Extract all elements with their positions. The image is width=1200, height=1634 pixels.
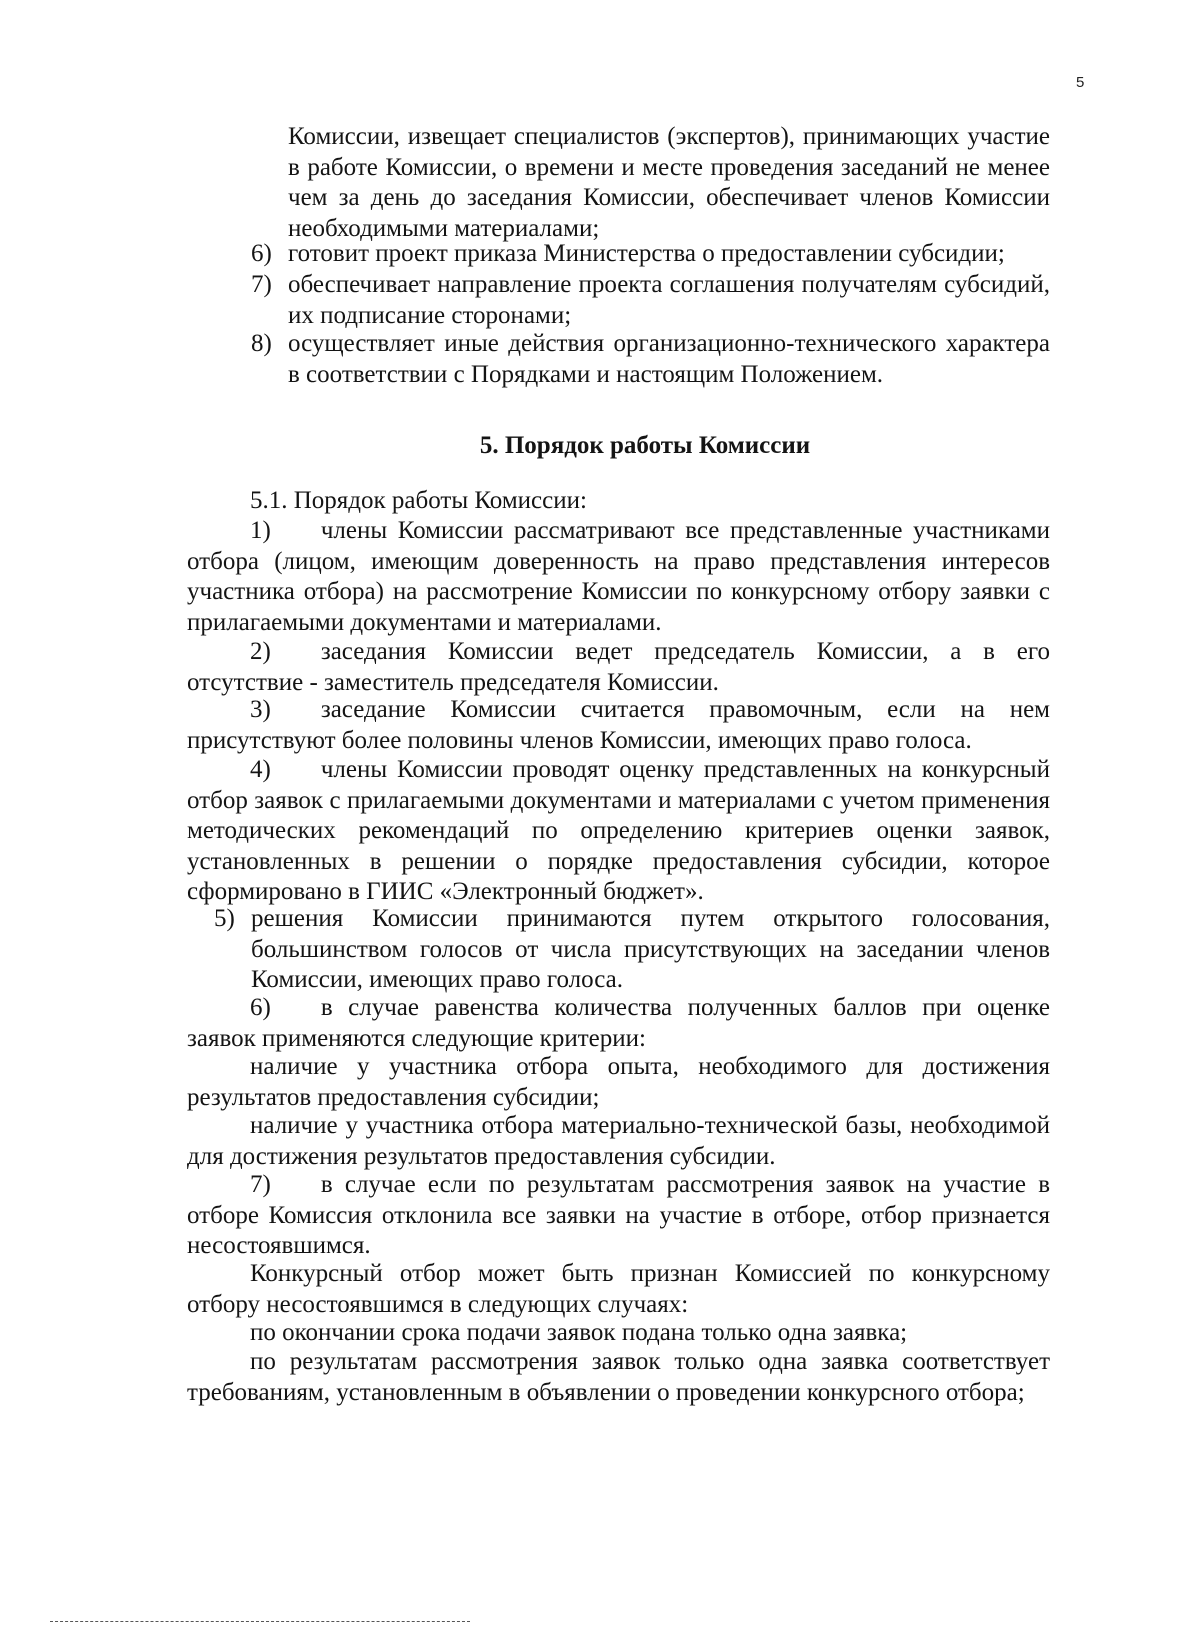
clause-5-text: решения Комиссии принимаются путем открытого голосования, большинством голосов от числа присутствующих на заседании членов Комиссии, имеющих право голоса. (251, 905, 1050, 994)
clause-1: 1) члены Комиссии рассматривают все представленные участниками отбора (лицом, имеющим доверенность на право представления интересов участника отбора) на рассмотрение Комиссии по конкурсному отбору заявки с прилагаемыми документами и материалами. (187, 517, 1050, 636)
list-item-7 (251, 270, 1050, 331)
clause-5 (214, 904, 1050, 996)
clause-7: 7) в случае если по результатам рассмотрения заявок на участие в отборе Комиссия отклонила все заявки на участие в отборе, отбор признается несостоявшимся. (187, 1171, 1050, 1260)
criterion-material-base: наличие у участника отбора материально-технической базы, необходимой для достижения результатов предоставления субсидии. (187, 1112, 1050, 1170)
continued-paragraph: Комиссии, извещает специалистов (экспертов), принимающих участие в работе Комиссии, о времени и месте проведения заседаний не менее чем за день до заседания Комиссии, обеспечивает членов Комиссии необходимыми материалами; (288, 123, 1050, 242)
list-item-text: обеспечивает направление проекта соглашения получателям субсидий, их подписание сторонами; (288, 271, 1050, 329)
paragraph-failed-selection: Конкурсный отбор может быть признан Комиссией по конкурсному отбору несостоявшимся в следующих случаях: (187, 1260, 1050, 1318)
scan-artifact-line (50, 1621, 470, 1622)
list-item-8 (251, 329, 1050, 390)
case-single-compliant: по результатам рассмотрения заявок только одна заявка соответствует требованиям, установленным в объявлении о проведении конкурсного отбора; (187, 1348, 1050, 1406)
list-item-text: осуществляет иные действия организационно-технического характера в соответствии с Порядками и настоящим Положением. (288, 330, 1050, 388)
page-number: 5 (1076, 74, 1085, 91)
clause-6: 6) в случае равенства количества полученных баллов при оценке заявок применяются следующие критерии: (187, 994, 1050, 1052)
clause-3: 3) заседание Комиссии считается правомочным, если на нем присутствуют более половины членов Комиссии, имеющих право голоса. (187, 696, 1050, 754)
case-single-application: по окончании срока подачи заявок подана только одна заявка; (250, 1319, 908, 1346)
list-number: 8) (251, 330, 272, 357)
section-heading: 5. Порядок работы Комиссии (479, 432, 811, 459)
list-number: 7) (251, 271, 272, 298)
section-intro: 5.1. Порядок работы Комиссии: (250, 487, 587, 514)
list-item-text: готовит проект приказа Министерства о предоставлении субсидии; (288, 240, 1005, 267)
list-item-6 (251, 239, 1050, 270)
list-number: 5) (214, 905, 235, 932)
clause-4: 4) члены Комиссии проводят оценку представленных на конкурсный отбор заявок с прилагаемыми документами и материалами с учетом применения методических рекомендаций по определению критериев оценки заявок, установленных в решении о порядке предоставления субсидии, которое сформировано в ГИИС «Электронный бюджет». (187, 756, 1050, 906)
list-number: 6) (251, 240, 272, 267)
criterion-experience: наличие у участника отбора опыта, необходимого для достижения результатов предоставления субсидии; (187, 1053, 1050, 1111)
clause-2: 2) заседания Комиссии ведет председатель Комиссии, а в его отсутствие - заместитель председателя Комиссии. (187, 638, 1050, 696)
